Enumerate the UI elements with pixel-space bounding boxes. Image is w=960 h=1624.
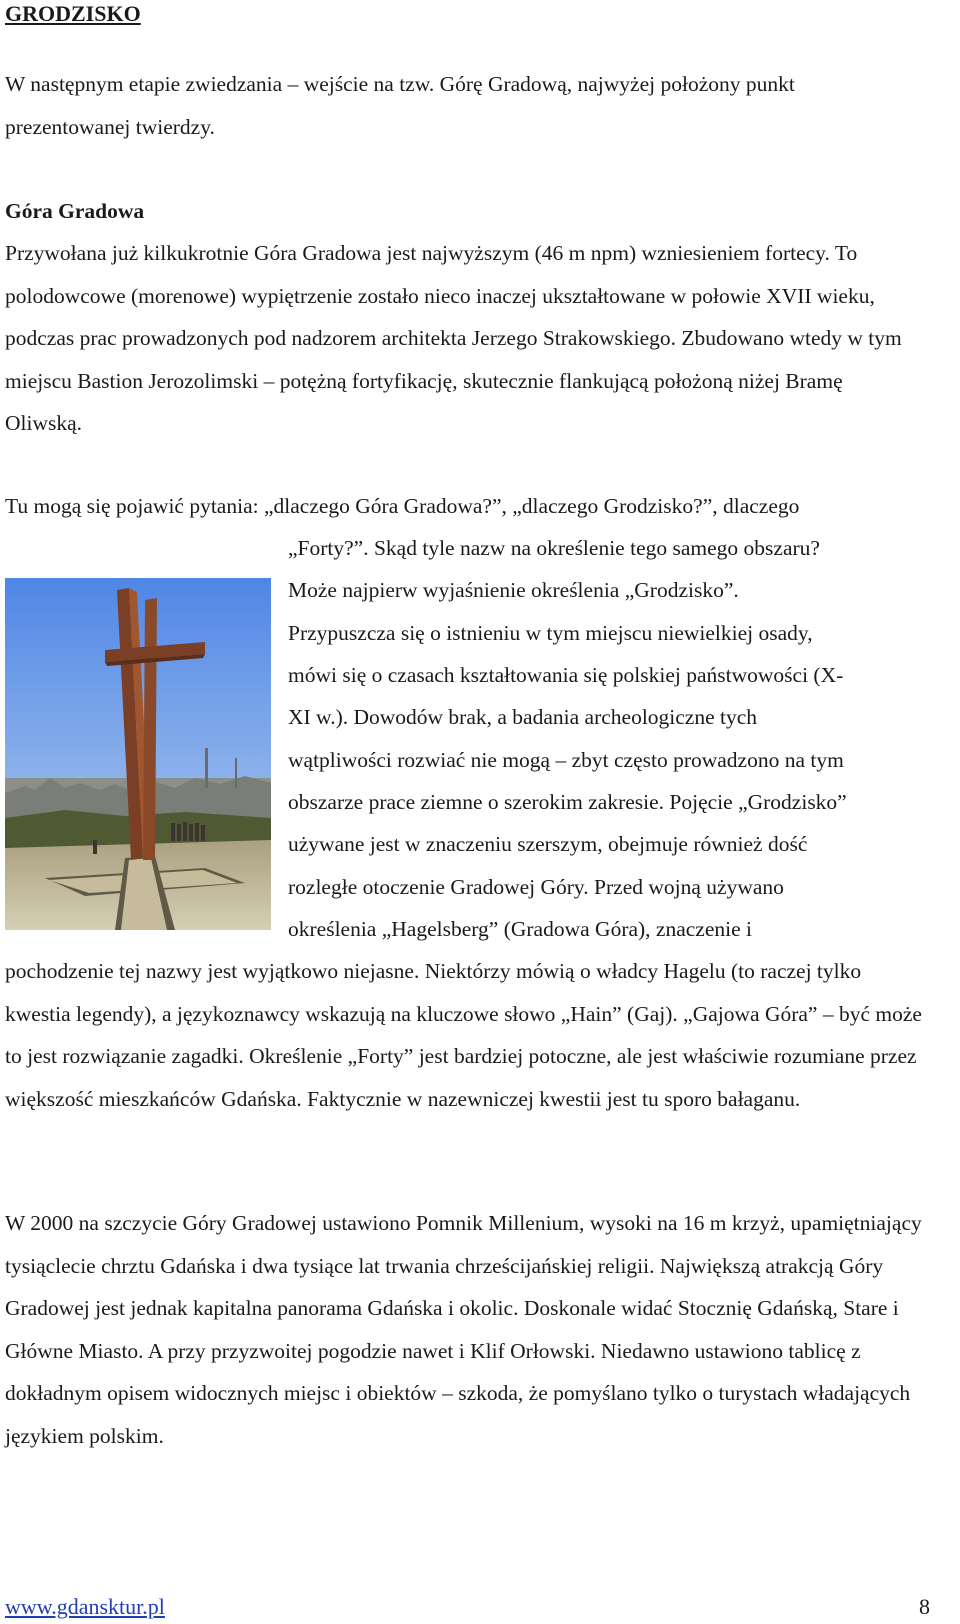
wrapped-line: wątpliwości rozwiać nie mogą – zbyt często prowadzono na tym	[288, 748, 844, 772]
wrapped-line: XI w.). Dowodów brak, a badania archeologiczne tych	[288, 705, 758, 729]
wrapped-line: używane jest w znaczeniu szerszym, obejmuje również dość	[288, 832, 808, 856]
website-link[interactable]: www.gdansktur.pl	[5, 1594, 165, 1619]
final-paragraph: W 2000 na szczycie Góry Gradowej ustawiono Pomnik Millenium, wysoki na 16 m krzyż, upamiętniający tysiąclecie chrztu Gdańska i dwa tysiące lat trwania chrześcijańskiej religii. Największą atrakcją Góry Gradowej jest jednak kapitalna panorama Gdańska i okolic. Doskonale widać Stocznię Gdańską, Stare i Główne Miasto. A przy przyzwoitej pogodzie nawet i Klif Orłowski. Niedawno ustawiono tablicę z dokładnym opisem widocznych miejsc i obiektów – szkoda, że pomyślano tylko o turystach władających językiem polskim.	[5, 1211, 922, 1448]
wrapped-line: mówi się o czasach kształtowania się polskiej państwowości (X-	[288, 663, 844, 687]
continuation-paragraph: pochodzenie tej nazwy jest wyjątkowo niejasne. Niektórzy mówią o władcy Hagelu (to raczej tylko kwestia legendy), a językoznawcy wskazują na kluczowe słowo „Hain” (Gaj). „Gajowa Góra” – być może to jest rozwiązanie zagadki. Określenie „Forty” jest bardziej potoczne, ale jest właściwie rozumiane przez większość mieszkańców Gdańska. Faktycznie w nazewniczej kwestii jest tu sporo bałaganu.	[5, 959, 922, 1111]
wrapped-line: Może najpierw wyjaśnienie określenia „Grodzisko”.	[288, 578, 739, 602]
intro-paragraph: W następnym etapie zwiedzania – wejście na tzw. Górę Gradową, najwyżej położony punkt prezentowanej twierdzy.	[5, 72, 795, 139]
monument-photo	[5, 578, 271, 930]
wrapped-line: obszarze prace ziemne o szerokim zakresie. Pojęcie „Grodzisko”	[288, 790, 847, 814]
wrapped-line: Przypuszcza się o istnieniu w tym miejscu niewielkiej osady,	[288, 621, 813, 645]
questions-line: Tu mogą się pojawić pytania: „dlaczego Góra Gradowa?”, „dlaczego Grodzisko?”, dlaczego	[5, 494, 800, 518]
page-heading: GRODZISKO	[5, 1, 141, 26]
page-number: 8	[919, 1594, 930, 1619]
wrapped-line: „Forty?”. Skąd tyle nazw na określenie tego samego obszaru?	[288, 536, 820, 560]
wrapped-line: określenia „Hagelsberg” (Gradowa Góra), znaczenie i	[288, 917, 753, 941]
section-paragraph: Przywołana już kilkukrotnie Góra Gradowa jest najwyższym (46 m npm) wzniesieniem fortecy. To polodowcowe (morenowe) wypiętrzenie zostało nieco inaczej ukształtowane w połowie XVII wieku, podczas prac prowadzonych pod nadzorem architekta Jerzego Strakowskiego. Zbudowano wtedy w tym miejscu Bastion Jerozolimski – potężną fortyfikację, skutecznie flankującą położoną niżej Bramę Oliwską.	[5, 241, 902, 435]
wrapped-line: rozległe otoczenie Gradowej Góry. Przed wojną używano	[288, 875, 784, 899]
section-title: Góra Gradowa	[5, 199, 145, 223]
